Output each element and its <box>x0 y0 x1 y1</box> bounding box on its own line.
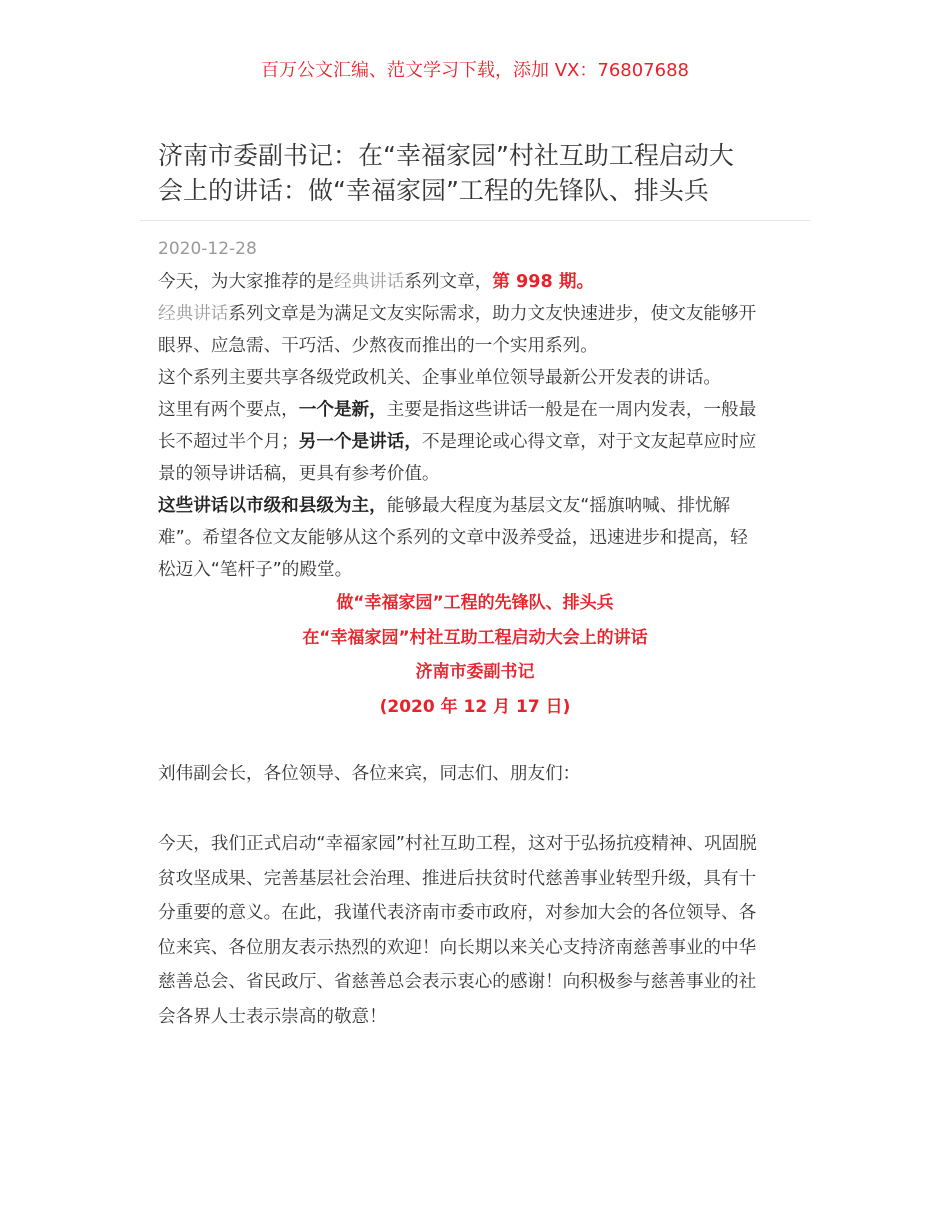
intro-line <box>158 266 798 298</box>
intro-line <box>158 362 798 394</box>
text-segment: 这个系列主要共享各级党政机关、企事业单位领导最新公开发表的讲话。 <box>158 368 722 388</box>
intro-line <box>158 490 798 522</box>
text-segment: 景的领导讲话稿，更具有参考价值。 <box>158 464 440 484</box>
publish-date: 2020-12-28 <box>158 239 257 259</box>
issue-number: 第 998 期。 <box>492 272 595 292</box>
text-segment: 这里有两个要点， <box>158 400 299 420</box>
speech-title: 在“幸福家园”村社互助工程启动大会上的讲话 <box>302 627 648 648</box>
header-banner: 百万公文汇编、范文学习下载，添加 VX：76807688 <box>261 60 689 81</box>
paragraph-line: 今天，我们正式启动“幸福家园”村社互助工程，这对于弘扬抗疫精神、巩固脱 <box>158 834 757 854</box>
text-segment: 不是理论或心得文章，对于文友起草应时应 <box>421 432 757 452</box>
intro-section <box>158 266 798 586</box>
speech-date: (2020 年 12 月 17 日) <box>379 696 571 717</box>
intro-line <box>158 298 798 330</box>
speech-subtitle: 做“幸福家园”工程的先锋队、排头兵 <box>336 593 614 613</box>
paragraph-line: 分重要的意义。在此，我谨代表济南市委市政府，对参加大会的各位领导、各 <box>158 903 757 923</box>
intro-line <box>158 426 798 458</box>
text-segment: 今天，为大家推荐的是 <box>158 272 334 292</box>
paragraph-line: 贫攻坚成果、完善基层社会治理、推进后扶贫时代慈善事业转型升级，具有十 <box>158 868 757 889</box>
text-segment: 长不超过半个月； <box>158 432 299 452</box>
paragraph-line: 会各界人士表示崇高的敬意！ <box>158 1006 387 1027</box>
speech-header <box>0 586 950 724</box>
salutation: 刘伟副会长，各位领导、各位来宾，同志们、朋友们： <box>158 764 581 784</box>
bold-text: 另一个是讲话， <box>298 432 422 452</box>
article-title <box>158 138 808 208</box>
text-segment: 松迈入“笔杆子”的殿堂。 <box>158 560 353 580</box>
title-line: 济南市委副书记：在“幸福家园”村社互助工程启动大 <box>158 141 734 170</box>
text-segment: 眼界、应急需、干巧活、少熬夜而推出的一个实用系列。 <box>158 336 598 356</box>
speech-paragraph <box>158 827 757 1034</box>
intro-line <box>158 522 798 554</box>
intro-line <box>158 394 798 426</box>
bold-text: 这些讲话以市级和县级为主， <box>158 496 387 516</box>
intro-line <box>158 330 798 362</box>
bold-text: 一个是新， <box>298 400 387 420</box>
title-line: 会上的讲话：做“幸福家园”工程的先锋队、排头兵 <box>158 176 709 205</box>
title-divider <box>140 220 810 221</box>
speaker: 济南市委副书记 <box>415 662 535 682</box>
text-segment: 系列文章是为满足文友实际需求，助力文友快速进步，使文友能够开 <box>228 304 757 324</box>
series-name: 经典讲话 <box>333 272 405 292</box>
text-segment: 主要是指这些讲话一般是在一周内发表，一般最 <box>386 400 757 420</box>
text-segment: 系列文章， <box>404 272 493 292</box>
intro-line <box>158 554 798 586</box>
paragraph-line: 位来宾、各位朋友表示热烈的欢迎！向长期以来关心支持济南慈善事业的中华 <box>158 937 757 958</box>
text-segment: 难”。希望各位文友能够从这个系列的文章中汲养受益，迅速进步和提高，轻 <box>158 528 748 548</box>
intro-line <box>158 458 798 490</box>
paragraph-line: 慈善总会、省民政厅、省慈善总会表示衷心的感谢！向积极参与慈善事业的社 <box>158 972 757 992</box>
series-name: 经典讲话 <box>158 304 229 324</box>
text-segment: 能够最大程度为基层文友“摇旗呐喊、排忧解 <box>386 496 731 516</box>
